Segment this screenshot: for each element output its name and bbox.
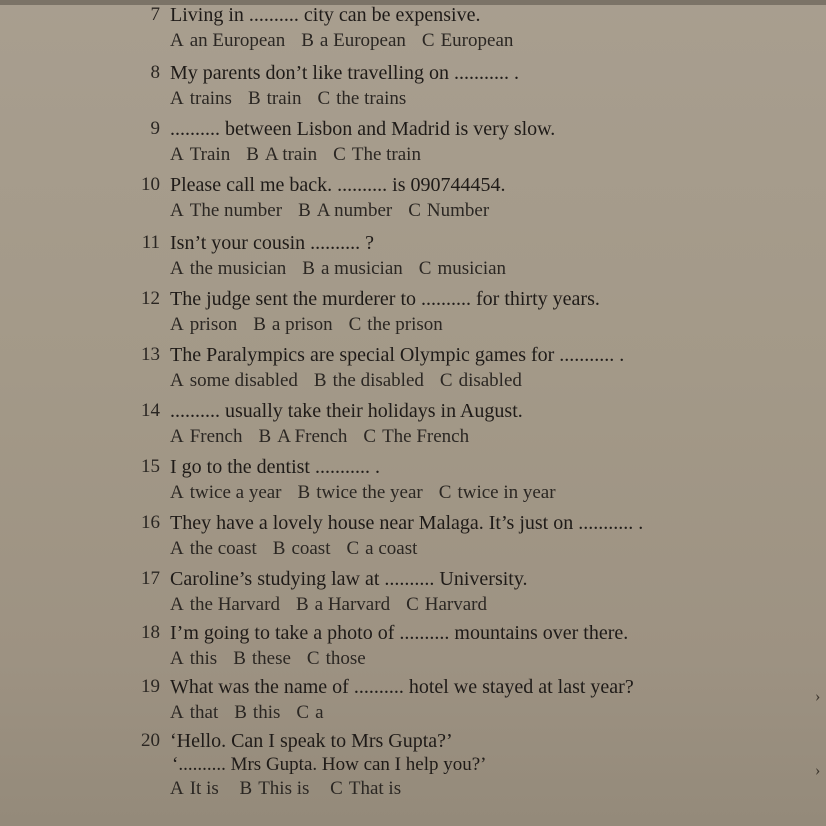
option-c[interactable] [439,482,556,503]
question-stem: ‘Hello. Can I speak to Mrs Gupta?’ [170,730,453,752]
question-stem: .......... between Lisbon and Madrid is very slow. [170,118,556,140]
question-18 [0,622,826,678]
question-number: 8 [150,62,160,83]
option-letter: C [408,200,421,221]
answer-options [170,778,417,800]
option-text: the musician [189,258,287,279]
question-number: 17 [141,568,160,589]
question-stem: Living in .......... city can be expensive. [170,4,481,26]
question-number: 16 [141,512,160,533]
question-19 [0,676,826,732]
question-stem: I’m going to take a photo of .......... mountains over there. [170,622,629,644]
option-letter: C [333,144,346,165]
option-b[interactable] [248,88,302,109]
option-text: this [252,702,281,723]
question-number: 10 [141,174,160,195]
option-letter: B [298,200,311,221]
option-text: those [325,648,366,669]
option-b[interactable] [273,538,331,559]
option-a[interactable] [170,778,219,799]
option-c[interactable] [333,144,421,165]
option-letter: B [313,370,327,391]
option-a[interactable] [170,538,257,559]
question-number: 12 [141,288,160,309]
option-text: the prison [367,314,443,335]
option-b[interactable] [234,702,280,723]
option-text: an European [189,30,286,51]
option-text: the disabled [332,370,424,391]
option-a[interactable] [170,88,232,109]
option-b[interactable] [233,648,291,669]
option-letter: C [421,30,435,51]
question-number: 7 [150,4,160,25]
answer-options [170,426,485,448]
option-text: Train [189,144,231,165]
option-text: these [251,648,291,669]
option-text: That is [348,778,402,799]
option-b[interactable] [246,144,317,165]
option-letter: C [363,426,377,447]
option-text: The French [382,426,470,447]
option-c[interactable] [296,702,323,723]
option-letter: C [306,648,320,669]
question-number: 20 [141,730,160,751]
question-16 [0,512,826,568]
question-11 [0,232,826,288]
option-b[interactable] [301,30,406,51]
option-letter: B [246,144,259,165]
option-text: European [440,30,514,51]
question-8 [0,62,826,118]
option-letter: A [170,538,184,559]
option-text: Harvard [424,594,488,615]
question-20 [0,730,826,799]
option-letter: C [438,482,452,503]
question-stem: .......... usually take their holidays in August. [170,400,523,422]
answer-options [170,482,572,504]
option-text: a Harvard [314,594,391,615]
option-letter: A [170,648,184,669]
option-letter: C [346,538,360,559]
option-c[interactable] [349,314,443,335]
option-text: Number [426,200,490,221]
question-15 [0,456,826,512]
question-stem: I go to the dentist ........... . [170,456,380,478]
option-letter: B [302,258,315,279]
option-letter: A [170,200,184,221]
option-c[interactable] [422,30,514,51]
question-stem: My parents don’t like travelling on ........... . [170,62,520,84]
option-b[interactable] [298,200,392,221]
option-text: a musician [320,258,403,279]
option-letter: B [253,314,266,335]
option-a[interactable] [170,258,286,279]
option-text: the trains [336,88,407,109]
option-c[interactable] [317,88,406,109]
option-letter: C [439,370,453,391]
option-a[interactable] [170,702,218,723]
option-b[interactable] [298,482,423,503]
option-text: French [189,426,243,447]
question-number: 14 [141,400,160,421]
option-text: a [315,702,324,723]
question-12 [0,288,826,344]
option-b[interactable] [296,594,390,615]
question-stem: The Paralympics are special Olympic games for ........... . [170,344,625,366]
option-letter: C [348,314,362,335]
margin-mark-icon: › [815,762,821,779]
option-a[interactable] [170,30,285,51]
option-text: prison [189,314,238,335]
option-c[interactable] [346,538,417,559]
option-text: that [189,702,219,723]
option-c[interactable] [363,426,469,447]
option-text: A train [264,144,318,165]
option-a[interactable] [170,314,237,335]
option-c[interactable] [406,594,487,615]
question-stem: Please call me back. .......... is 090744454. [170,174,506,196]
question-stem: Isn’t your cousin .......... ? [170,232,375,254]
question-number: 18 [141,622,160,643]
option-text: the Harvard [189,594,280,615]
option-a[interactable] [170,200,282,221]
question-stem: What was the name of .......... hotel we stayed at last year? [170,676,634,698]
option-text: It is [189,778,219,799]
option-a[interactable] [170,648,217,669]
option-text: train [266,88,302,109]
option-letter: A [170,702,184,723]
option-text: some disabled [189,370,298,391]
option-letter: B [239,778,253,799]
option-letter: A [170,778,184,799]
question-number: 11 [141,232,160,253]
answer-options [170,370,538,392]
option-letter: B [297,482,311,503]
option-letter: A [170,258,184,279]
option-letter: A [170,30,184,51]
option-b[interactable] [259,426,348,447]
option-text: A French [277,426,348,447]
option-text: disabled [458,370,522,391]
question-number: 13 [141,344,160,365]
option-c[interactable] [307,648,366,669]
option-letter: B [272,538,286,559]
question-stem: Caroline’s studying law at .......... University. [170,568,528,590]
option-letter: A [170,314,184,335]
option-a[interactable] [170,144,230,165]
answer-options [170,648,382,670]
option-letter: C [406,594,419,615]
option-letter: B [301,30,314,51]
answer-options [170,258,522,280]
answer-options [170,200,505,222]
option-b[interactable] [253,314,332,335]
option-text: a European [319,30,406,51]
margin-mark-icon: › [815,688,821,705]
answer-options [170,144,437,166]
answer-options [170,30,529,52]
option-letter: B [258,426,272,447]
option-b[interactable] [240,778,310,799]
option-letter: A [170,370,184,391]
option-letter: A [170,482,184,503]
option-text: twice in year [457,482,556,503]
option-text: trains [189,88,232,109]
option-letter: B [295,594,309,615]
option-letter: B [233,648,246,669]
option-text: The train [351,144,421,165]
option-text: twice a year [189,482,282,503]
option-text: coast [291,538,331,559]
question-17 [0,568,826,624]
answer-options [170,702,340,724]
question-stem: The judge sent the murderer to .......... for thirty years. [170,288,600,310]
option-a[interactable] [170,370,298,391]
option-a[interactable] [170,482,282,503]
option-letter: A [170,144,184,165]
option-text: A number [316,200,393,221]
option-text: a coast [365,538,418,559]
option-text: musician [437,258,507,279]
option-b[interactable] [314,370,424,391]
option-c[interactable] [440,370,522,391]
option-a[interactable] [170,426,243,447]
question-14 [0,400,826,456]
option-text: twice the year [316,482,423,503]
option-c[interactable] [330,778,401,799]
question-number: 19 [141,676,160,697]
option-letter: A [170,426,184,447]
question-7 [0,4,826,60]
option-a[interactable] [170,594,280,615]
option-c[interactable] [408,200,489,221]
question-number: 9 [150,118,160,139]
option-letter: A [170,88,184,109]
option-letter: C [317,88,331,109]
option-letter: A [170,594,184,615]
question-10 [0,174,826,230]
option-letter: C [296,702,310,723]
answer-options [170,594,503,616]
option-letter: C [330,778,343,799]
option-letter: B [234,702,247,723]
option-text: The number [189,200,283,221]
answer-options [170,88,422,110]
question-13 [0,344,826,400]
question-9 [0,118,826,174]
option-text: this [189,648,218,669]
answer-options [170,314,459,336]
option-b[interactable] [302,258,402,279]
answer-options [170,538,433,560]
option-c[interactable] [419,258,506,279]
question-stem-reply: ‘.......... Mrs Gupta. How can I help you?’ [172,754,487,775]
option-letter: B [247,88,261,109]
option-text: This is [258,778,310,799]
option-text: the coast [189,538,257,559]
question-number: 15 [141,456,160,477]
option-text: a prison [271,314,333,335]
question-stem: They have a lovely house near Malaga. It’s just on ........... . [170,512,644,534]
option-letter: C [418,258,432,279]
